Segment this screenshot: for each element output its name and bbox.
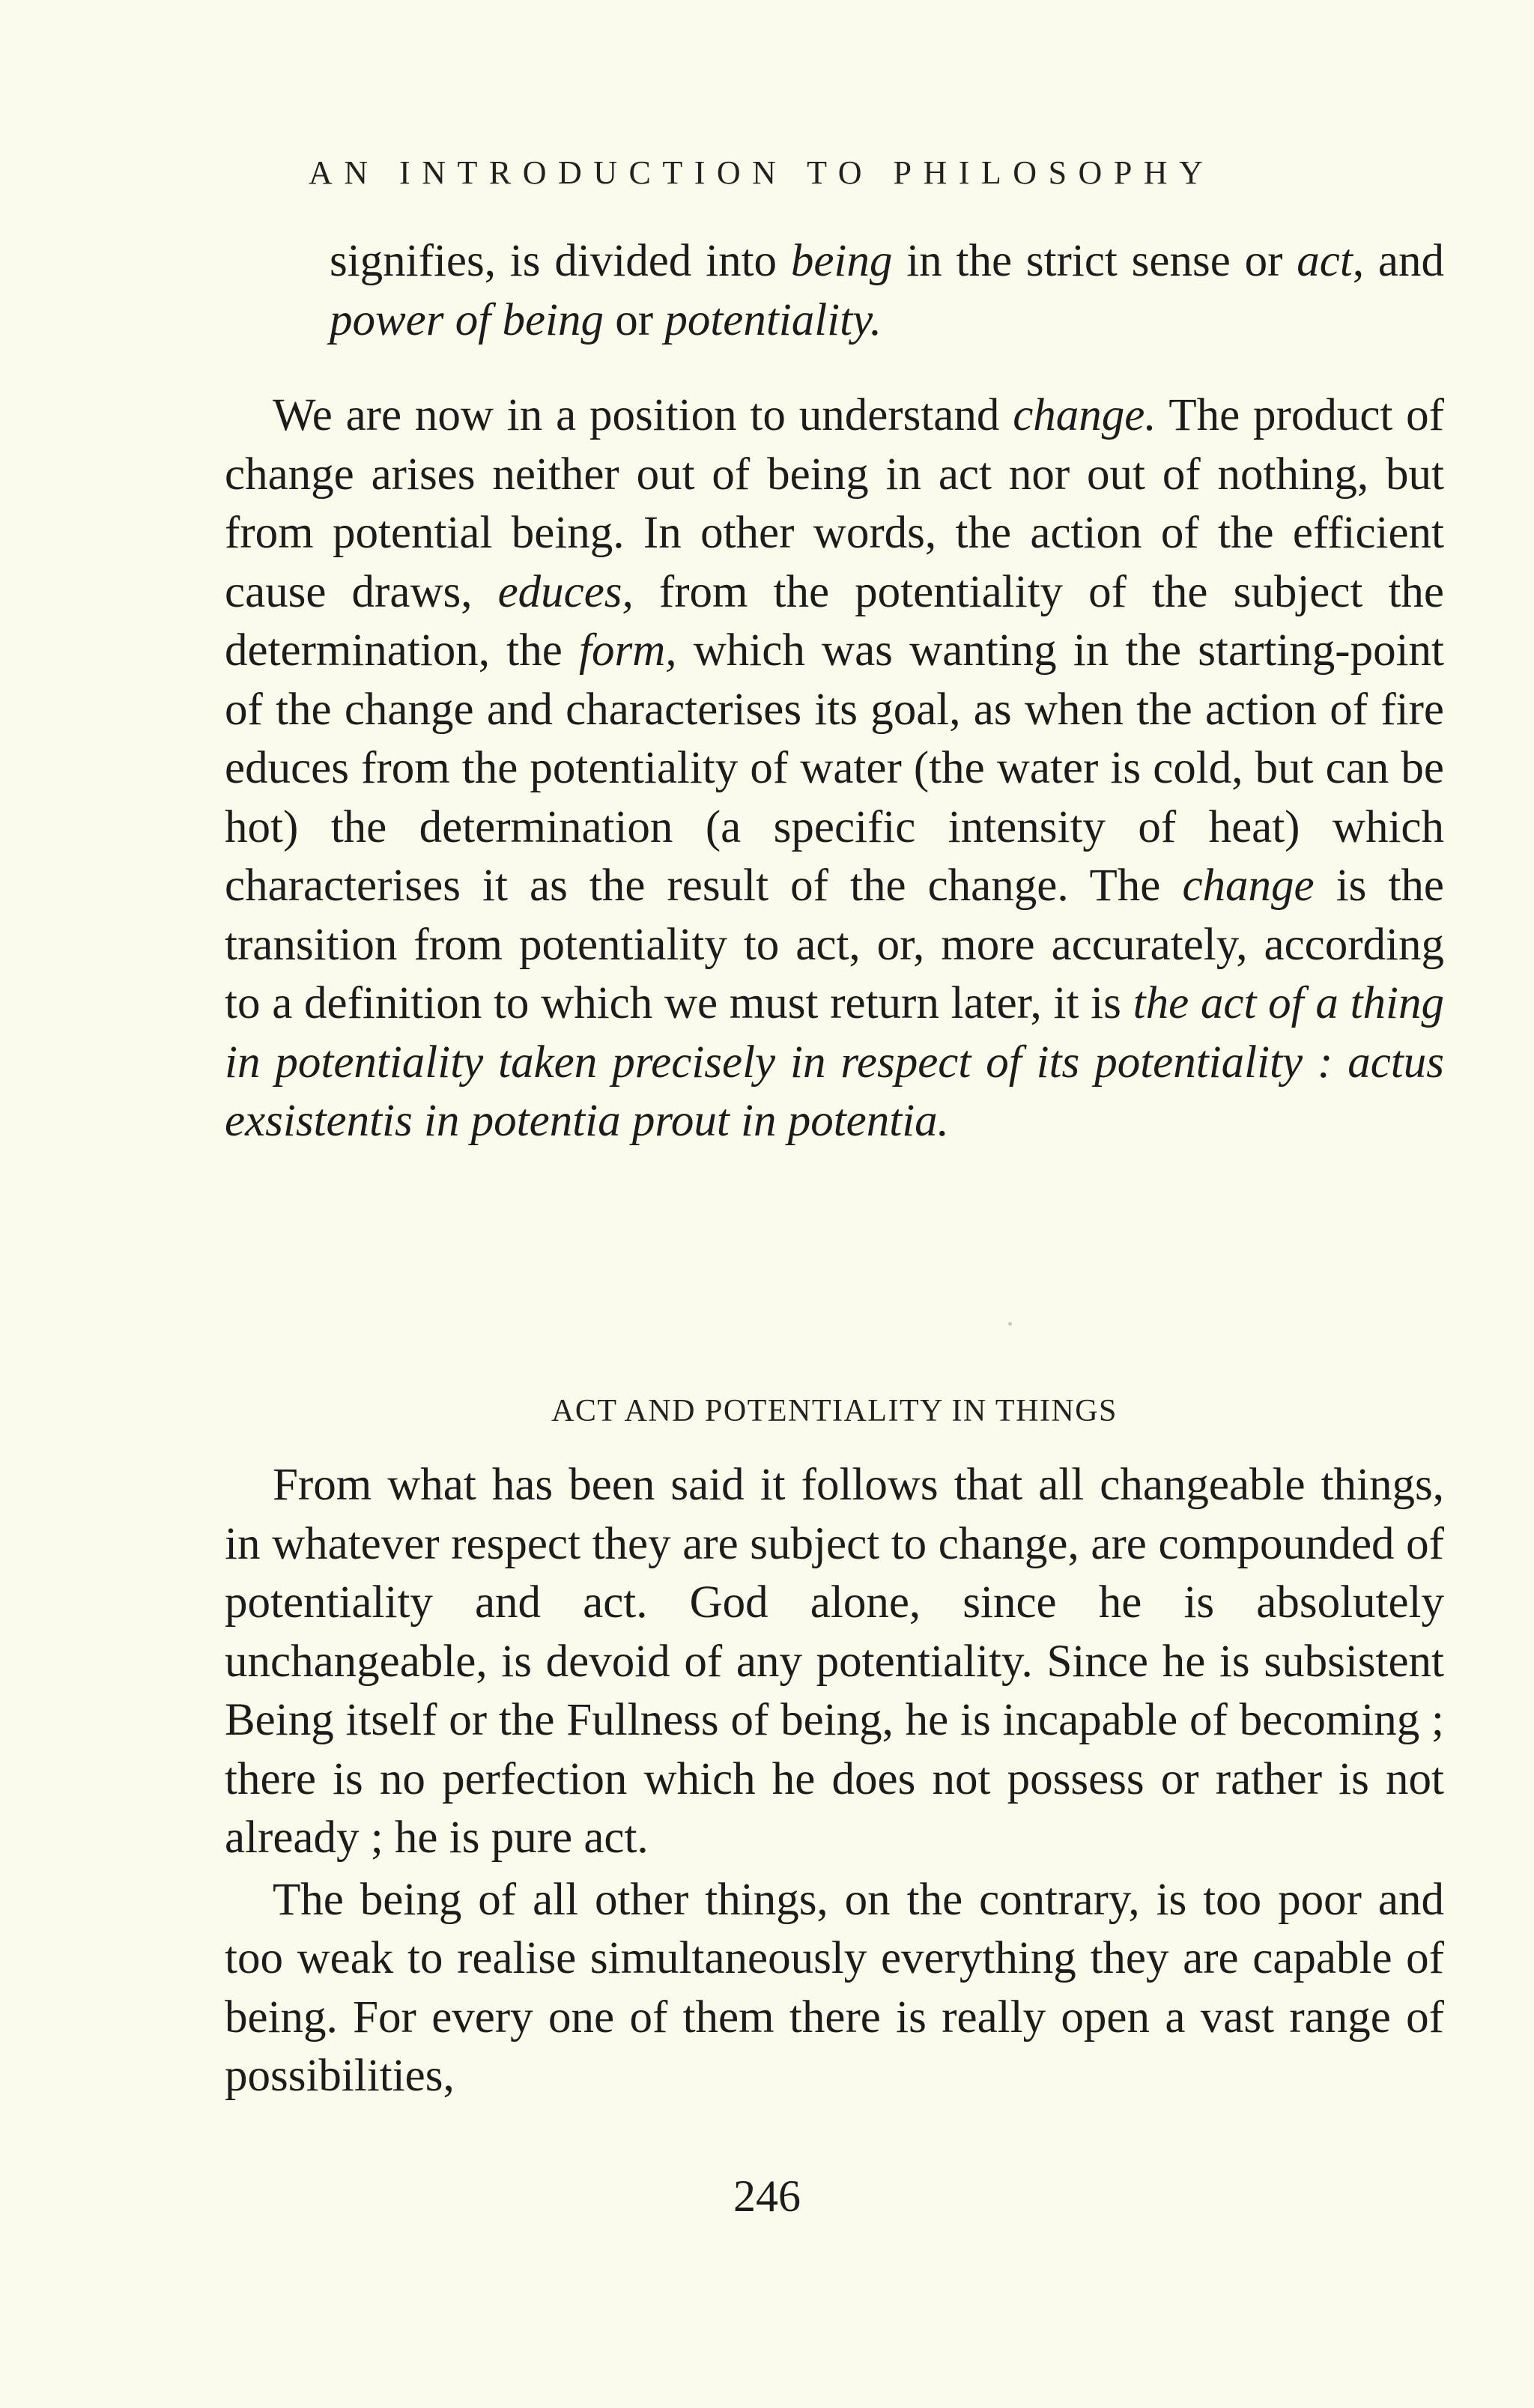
continuation-segment-4: , and [1352, 236, 1444, 286]
continuation-segment-6: or [603, 294, 665, 345]
paper-speck [1008, 1322, 1012, 1326]
section-heading: ACT AND POTENTIALITY IN THINGS [551, 1394, 1118, 1428]
change-text-block [225, 386, 1444, 1151]
continuation-segment-1: being [790, 236, 893, 286]
paragraph-change-segment-7: change [1182, 861, 1315, 911]
paragraph-change-segment-9: the act of a thing in potentiality taken precisely in respect of its potentiality : actus exsistentis in potentia prout in potentia. [225, 978, 1445, 1146]
paragraph-other-things: The being of all other things, on the contrary, is too poor and too weak to realise simultaneously everything they are capable of being. For every one of them there is really open a vast range of possibilities, [225, 1874, 1444, 2101]
paragraph-change-segment-4: from the potentiality of the subject the determination, the [225, 566, 1444, 676]
continuation-segment-3: act [1297, 236, 1353, 286]
paragraph-change-segment-3: educes, [497, 566, 634, 617]
paragraph-change-segment-6: which was wanting in the starting-point of the change and characterises its goal, as when the action of fire educes from the potentiality of water (the water is cold, but can be hot) the determination (a specific intensity of heat) which characterises it as the result of the change. The [225, 625, 1444, 911]
page-number: 246 [733, 2171, 801, 2221]
paragraph-change-segment-1: change. [1013, 390, 1156, 440]
paragraph-change-segment-5: form, [579, 625, 677, 676]
paragraph-change-segment-0: We are now in a position to understand [273, 390, 1013, 440]
running-head: AN INTRODUCTION TO PHILOSOPHY [309, 154, 1215, 191]
continuation-segment-2: in the strict sense or [892, 236, 1297, 286]
continuation-segment-0: signifies, is divided into [330, 236, 791, 286]
paragraph-changeable-things: From what has been said it follows that all changeable things, in whatever respect they are subject to change, are compounded of potentiality and act. God alone, since he is absolutely unchangeable, is devoid of any potentiality. Since he is subsistent Being itself or the Fullness of being, he is incapable of becoming ; there is no perfection which he does not possess or rather is not already ; he is pure act. [225, 1460, 1444, 1863]
paragraph-change-segment-8: is the transition from potentiality to act, or, more accurately, according to a definition to which we must return later, it is [225, 861, 1444, 1028]
paragraph-change-segment-2: The product of change arises neither out of being in act nor out of nothing, but from potential being. In other words, the action of the efficient cause draws, [225, 390, 1444, 617]
section-text-block [225, 1456, 1444, 2106]
paragraph-change [225, 386, 1444, 1151]
continuation-segment-7: potentiality. [664, 294, 882, 345]
continuation-paragraph [330, 232, 1444, 350]
continuation-text [330, 232, 1444, 350]
continuation-segment-5: power of being [330, 294, 604, 345]
